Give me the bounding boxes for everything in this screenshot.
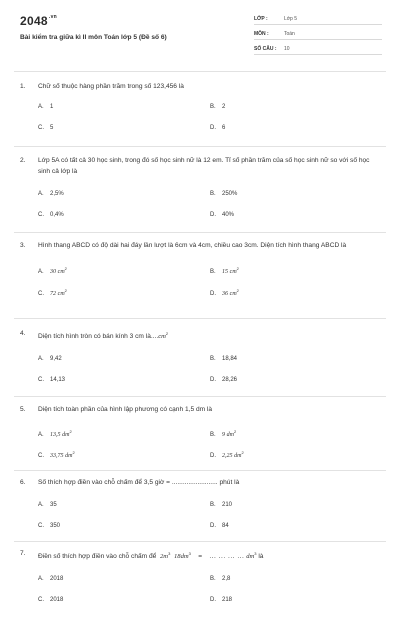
option-c[interactable]: C. 350 — [38, 523, 61, 529]
option-c[interactable]: C. 2018 — [38, 597, 64, 604]
option-c[interactable]: C. 14,13 — [38, 377, 66, 384]
divider — [14, 396, 386, 397]
option-a[interactable]: A. 2,5% — [38, 191, 64, 197]
option-d[interactable]: D. 2,25 $dm^2$ — [210, 450, 244, 459]
option-c[interactable]: C. 5 — [38, 125, 54, 131]
info-subject: MÔN : Toán — [254, 29, 382, 40]
question-1: 1. Chữ số thuộc hàng phần trăm trong số 123,456 là A. 1 B. 2 C. 5 D. 6 — [20, 83, 226, 131]
option-b[interactable]: B. 2 — [210, 104, 226, 110]
question-2: 2. Lớp 5A có tất cả 30 học sinh, trong đó số học sinh nữ là 12 em. Tỉ số phần trăm của số học sinh nữ so với số học sinh cả lớp là A. 2,5% B. 250% C. 0,4% D. 40% — [20, 157, 370, 218]
question-4: 4. Diện tích hình tròn có bán kính 3 cm $là....cm^2$ A. 9,42 B. 18,84 C. 14,13 D. 28,26 — [20, 330, 238, 384]
site-logo[interactable]: $2048^{.vn}$ — [20, 14, 58, 28]
option-d[interactable]: D. 40% — [210, 212, 235, 218]
option-d[interactable]: D. 84 — [210, 523, 229, 529]
option-b[interactable]: B. 15 $cm^2$ — [210, 266, 239, 275]
divider — [14, 470, 386, 471]
divider — [14, 71, 386, 72]
option-c[interactable]: C. 0,4% — [38, 212, 64, 218]
info-class: LỚP : Lớp 5 — [254, 14, 382, 25]
option-d[interactable]: D. 6 — [210, 125, 226, 131]
option-a[interactable]: A. 9,42 — [38, 356, 62, 363]
option-c[interactable]: C. 33,75 $dm^2$ — [38, 450, 75, 459]
option-a[interactable]: A. 30 $cm^2$ — [38, 266, 67, 275]
question-5: 5. Diện tích toàn phần của hình lập phương có cạnh 1,5 dm là A. 13,5 $dm^2$ B. 9 $dm^2$ C. 33,75 $dm^2$ D. 2,25 $dm^2$ — [20, 406, 244, 459]
option-a[interactable]: A. 2018 — [38, 576, 64, 583]
option-c[interactable]: C. 72 $cm^2$ — [38, 288, 67, 297]
question-3: 3. Hình thang ABCD có độ dài hai đáy lần lượt là 6cm và 4cm, chiều cao 3cm. Diện tích hình thang ABCD là A. 30 $cm^2$ B. 15 $cm^2$ C. 72 $cm^2$ D. 36 $cm^2$ — [20, 242, 347, 297]
option-d[interactable]: D. 28,26 — [210, 377, 238, 384]
option-b[interactable]: B. 18,84 — [210, 356, 238, 363]
quiz-title: Bài kiểm tra giữa kì II môn Toán lớp 5 (Đề số 6) — [20, 34, 167, 41]
question-7: 7. Điền số thích hợp điền vào chỗ chấm để $2m^3$ $18dm^3$ = ... ... ... ... $dm^3$ là A. 2018 B. 2,8 C. 2018 D. 218 — [20, 550, 264, 604]
header — [0, 0, 400, 72]
divider — [14, 146, 386, 147]
option-a[interactable]: A. 35 — [38, 502, 57, 508]
divider — [14, 318, 386, 319]
option-b[interactable]: B. 2,8 — [210, 576, 231, 583]
option-b[interactable]: B. 250% — [210, 191, 238, 197]
divider — [14, 232, 386, 233]
option-d[interactable]: D. 218 — [210, 597, 233, 604]
option-d[interactable]: D. 36 $cm^2$ — [210, 288, 239, 297]
divider — [14, 541, 386, 542]
option-a[interactable]: A. 1 — [38, 104, 54, 110]
info-count: SỐ CÂU : 10 — [254, 44, 382, 55]
option-a[interactable]: A. 13,5 $dm^2$ — [38, 429, 72, 438]
option-b[interactable]: B. 210 — [210, 502, 233, 508]
question-6: 6. Số thích hợp điền vào chỗ chấm để 3,5 giờ = ......................... phút là A. 35 B. 210 C. 350 D. 84 — [20, 479, 240, 529]
option-b[interactable]: B. 9 $dm^2$ — [210, 429, 237, 438]
